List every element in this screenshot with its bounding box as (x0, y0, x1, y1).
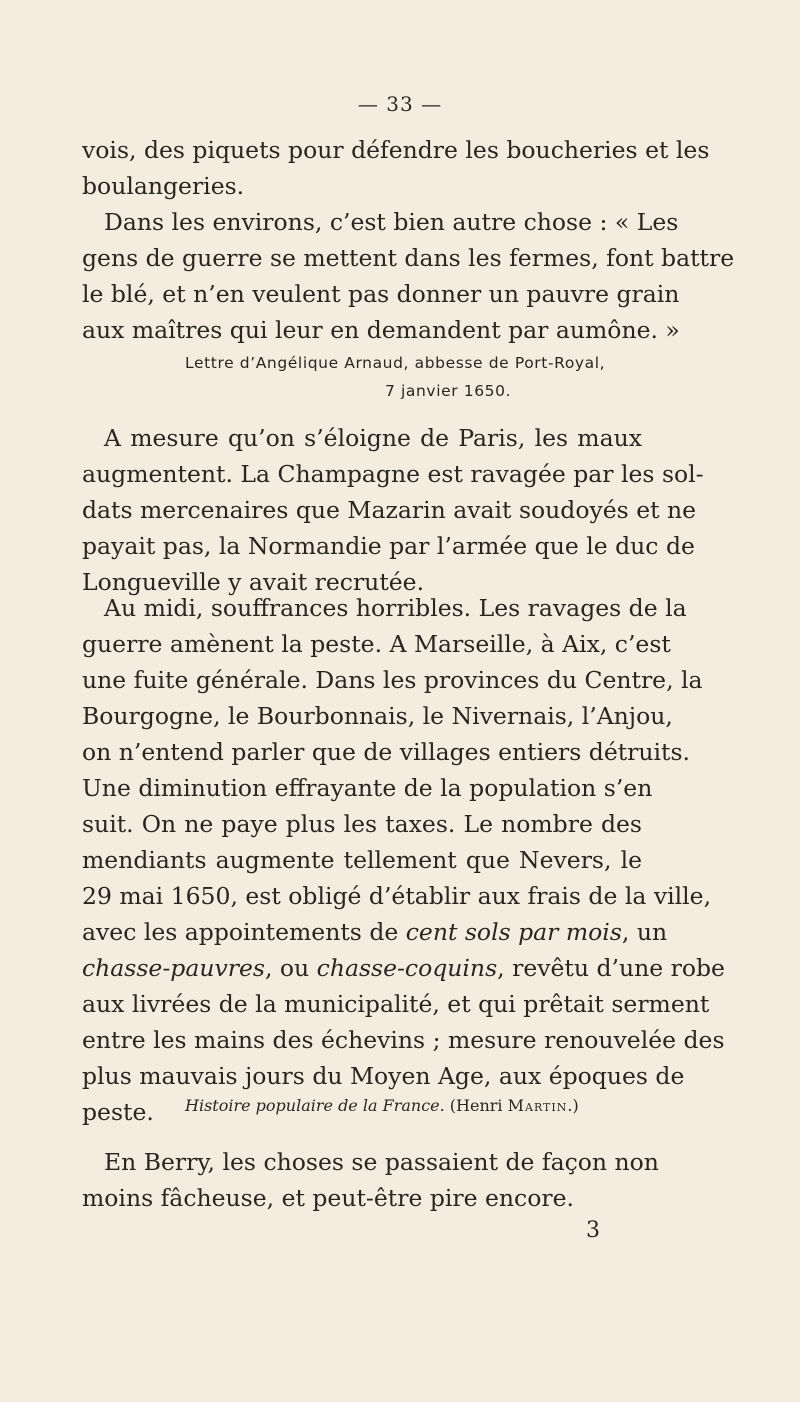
text-line: 29 mai 1650, est obligé d’établir aux frais de la ville, (82, 882, 712, 910)
italic-phrase: chasse-pauvres (82, 954, 265, 982)
text-segment: , un (621, 918, 668, 946)
text-line: Une diminution effrayante de la population s’en (82, 774, 653, 802)
text-line: aux maîtres qui leur en demandent par aumône. » (82, 316, 680, 344)
text-line: augmentent. La Champagne est ravagée par les sol- (82, 460, 704, 488)
text-line-italic-mix (82, 950, 725, 986)
text-line: on n’entend parler que de villages entiers détruits. (82, 738, 691, 766)
text-line: gens de guerre se mettent dans les fermes, font battre (82, 244, 735, 272)
paragraph (82, 590, 725, 1130)
citation-text: .) (567, 1096, 579, 1115)
citation-text: (Henri (444, 1096, 508, 1115)
text-line: payait pas, la Normandie par l’armée que le duc de (82, 532, 695, 560)
text-line: Longueville y avait recrutée. (82, 568, 425, 596)
paragraph (82, 420, 704, 600)
text-segment: , ou (264, 954, 317, 982)
citation-title: Histoire populaire de la France. (185, 1096, 445, 1115)
paragraph (82, 1144, 659, 1216)
text-line: le blé, et n’en veulent pas donner un pauvre grain (82, 280, 680, 308)
italic-phrase: chasse-coquins (316, 954, 498, 982)
text-line: Au midi, souffrances horribles. Les ravages de la (104, 594, 687, 622)
text-line: Bourgogne, le Bourbonnais, le Nivernais, l’Anjou, (82, 702, 673, 730)
paragraph-quote (82, 204, 735, 348)
citation-author: Martin (507, 1096, 568, 1115)
text-line-italic-mix (82, 914, 668, 950)
signature-mark: 3 (586, 1218, 600, 1243)
text-line: moins fâcheuse, et peut-être pire encore. (82, 1184, 574, 1212)
text-line: suit. On ne paye plus les taxes. Le nombre des (82, 810, 642, 838)
text-line: peste. (82, 1098, 154, 1126)
text-line: En Berry, les choses se passaient de façon non (104, 1148, 659, 1176)
source-citation-line-2: 7 janvier 1650. (385, 382, 512, 400)
text-segment: avec les appointements de (82, 918, 406, 946)
text-line: aux livrées de la municipalité, et qui prêtait serment (82, 990, 710, 1018)
text-line: boulangeries. (82, 172, 245, 200)
text-line: dats mercenaires que Mazarin avait soudoyés et ne (82, 496, 697, 524)
text-line: A mesure qu’on s’éloigne de Paris, les maux (104, 424, 642, 452)
text-line: entre les mains des échevins ; mesure renouvelée des (82, 1026, 725, 1054)
italic-phrase: cent sols par mois (405, 918, 622, 946)
source-citation (185, 1096, 579, 1115)
text-line: Dans les environs, c’est bien autre chose : « Les (104, 208, 679, 236)
text-line: mendiants augmente tellement que Nevers, le (82, 846, 642, 874)
text-line: plus mauvais jours du Moyen Age, aux époques de (82, 1062, 685, 1090)
paragraph-continuation (82, 132, 710, 204)
text-line: vois, des piquets pour défendre les boucheries et les (82, 136, 710, 164)
text-segment: , revêtu d’une robe (497, 954, 725, 982)
source-citation-line-1: Lettre d’Angélique Arnaud, abbesse de Port-Royal, (185, 354, 606, 372)
page-number-header: — 33 — (357, 92, 443, 116)
text-line: une fuite générale. Dans les provinces du Centre, la (82, 666, 703, 694)
text-line: guerre amènent la peste. A Marseille, à Aix, c’est (82, 630, 671, 658)
